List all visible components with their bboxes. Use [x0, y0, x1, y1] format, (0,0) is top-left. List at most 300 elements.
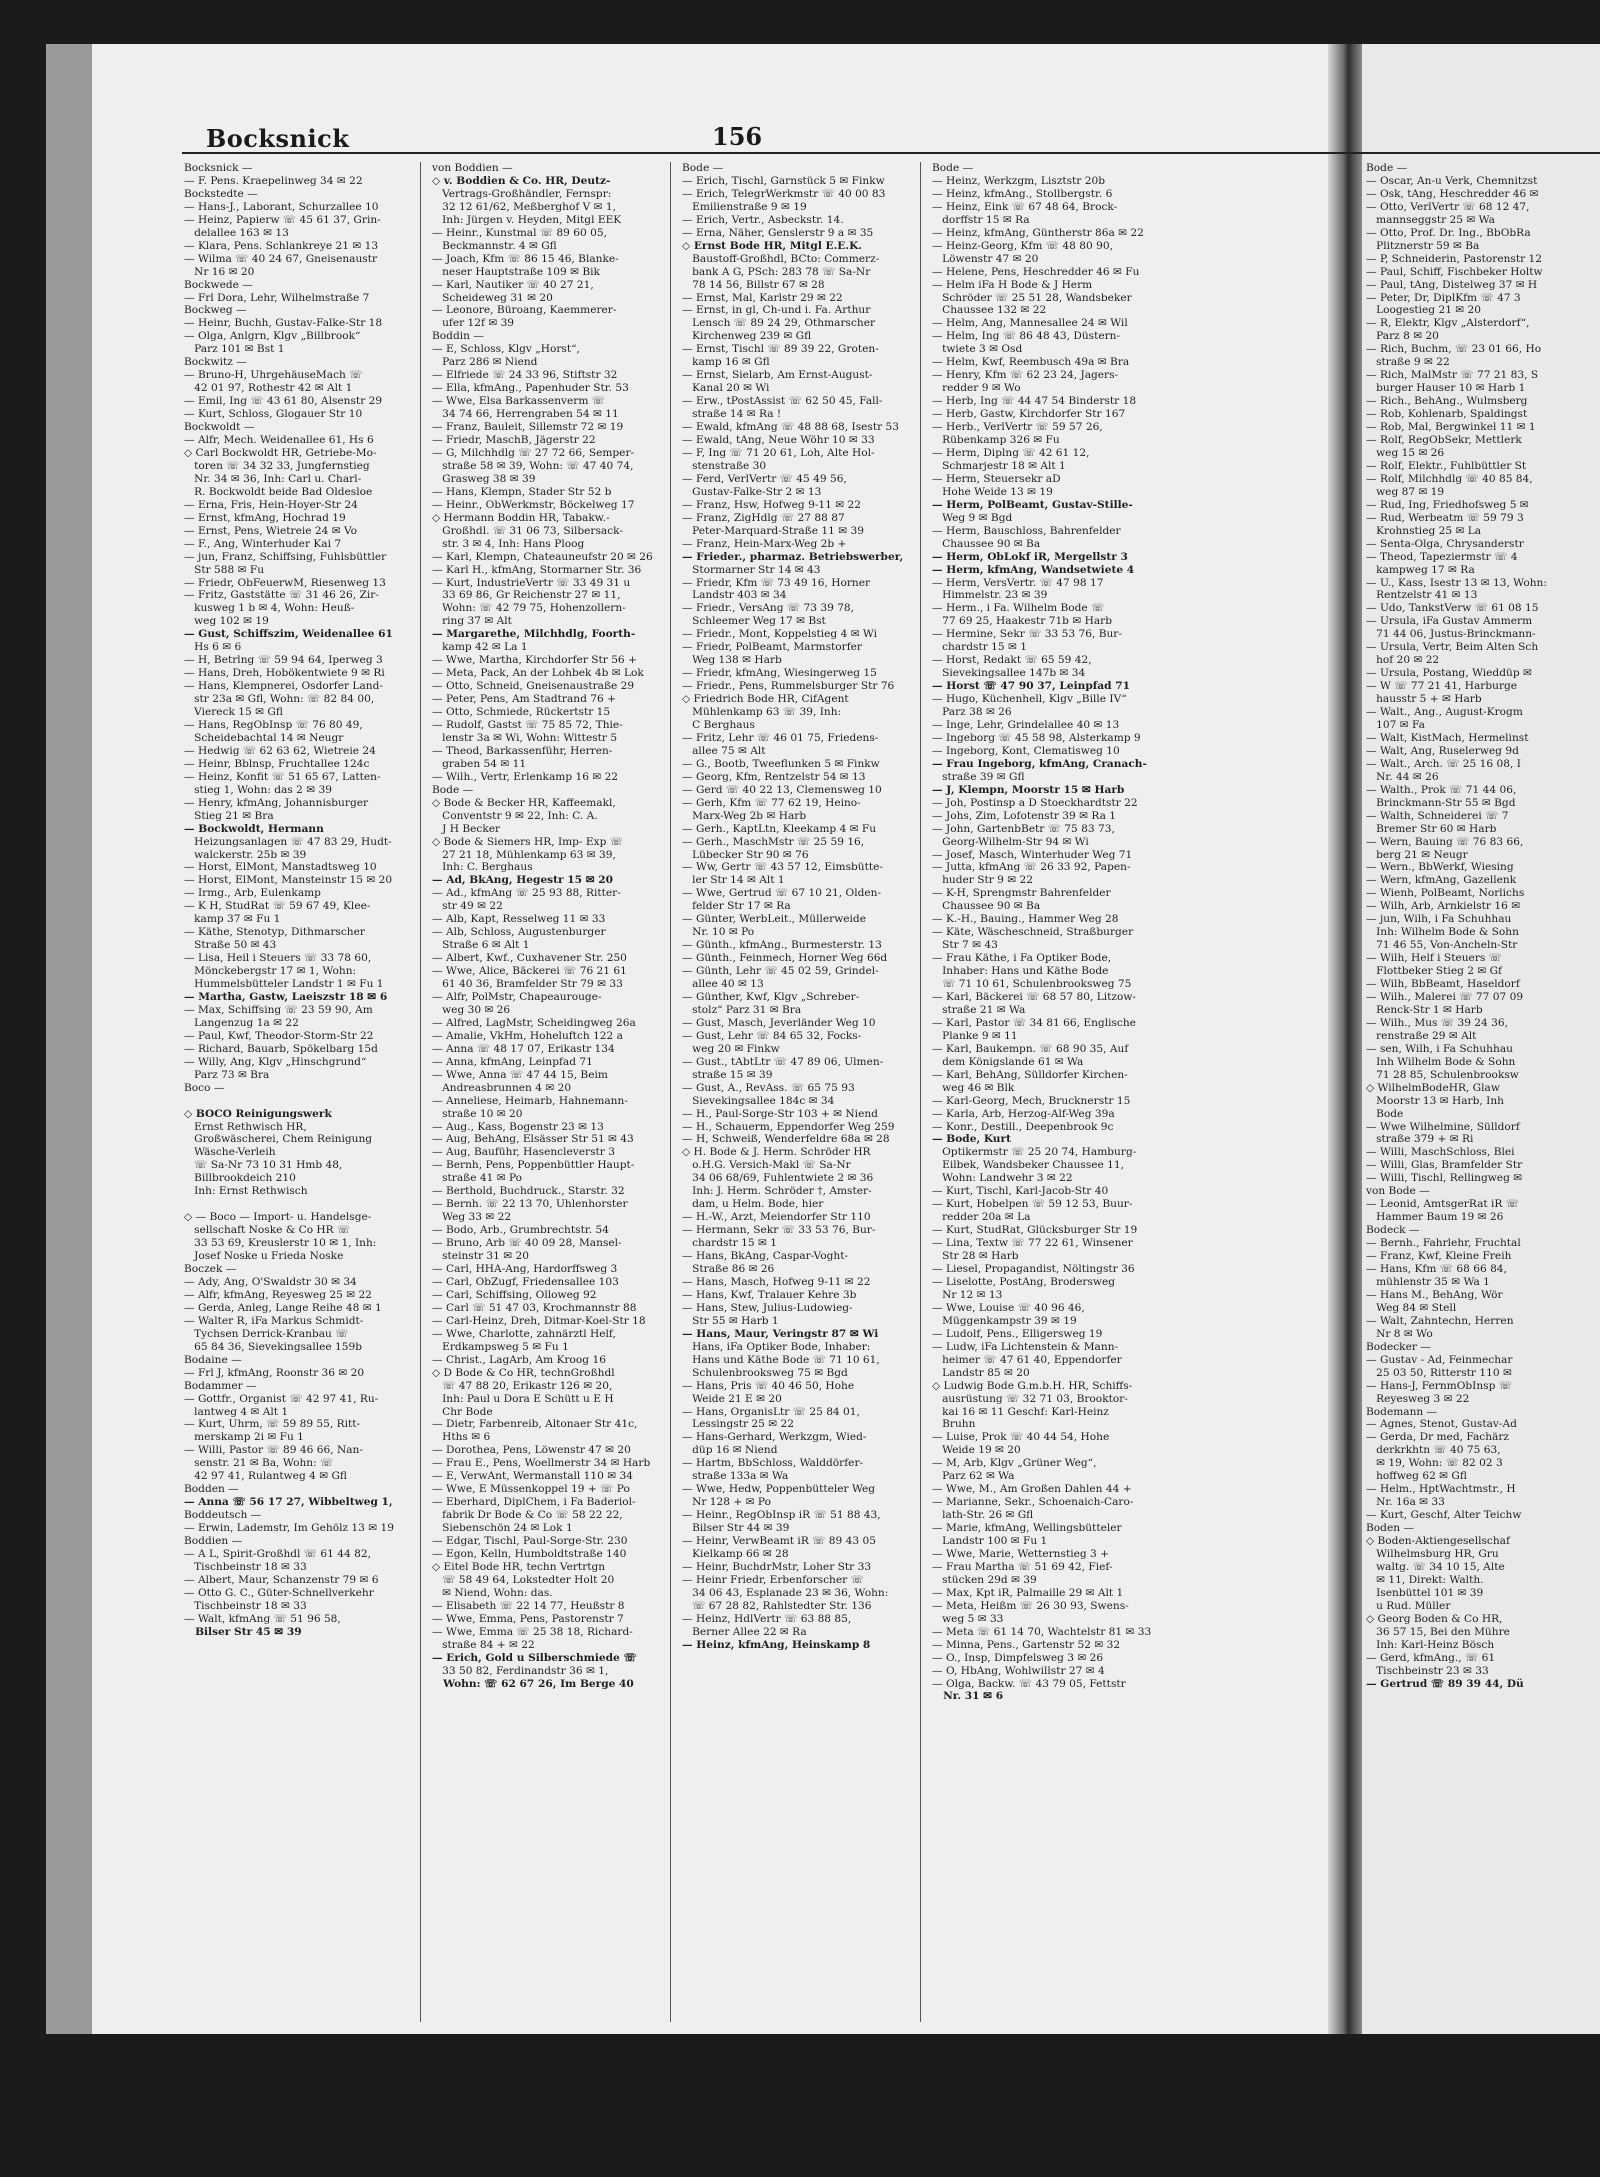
directory-entry-line: Billbrookdeich 210 — [184, 1172, 296, 1185]
column-divider — [420, 162, 421, 2022]
directory-entry-line: lath-Str. 26 ✉ Gfl — [932, 1509, 1034, 1522]
directory-entry-line: 42 01 97, Rothestr 42 ✉ Alt 1 — [184, 382, 353, 395]
directory-entry-line: Hans und Käthe Bode ☏ 71 10 61, — [682, 1353, 880, 1366]
directory-entry-line: — Horst, ElMont, Mansteinstr 15 ✉ 20 — [184, 874, 393, 887]
directory-entry-line: — Ernst, in gl, Ch-und i. Fa. Arthur — [682, 304, 871, 317]
directory-entry-line: — Otto, Schmiede, Rückertstr 15 — [432, 706, 611, 719]
directory-entry-line: Parz 62 ✉ Wa — [932, 1470, 1015, 1483]
directory-entry-line: — Peter, Pens, Am Stadtrand 76 + — [432, 693, 616, 706]
directory-entry-line: — Gottfr., Organist ☏ 42 97 41, Ru- — [184, 1392, 379, 1405]
directory-entry-line: — Wwe, Alice, Bäckerei ☏ 76 21 61 — [432, 965, 627, 978]
directory-entry-line: — Carl-Heinz, Dreh, Ditmar-Koel-Str 18 — [432, 1314, 646, 1327]
directory-entry-line: chardstr 15 ✉ 1 — [932, 641, 1027, 654]
directory-entry-line: Inh: Wilhelm Bode & Sohn — [1366, 926, 1519, 939]
directory-entry-line: — Wwe, Hedw, Poppenbütteler Weg — [682, 1483, 876, 1496]
directory-entry-line: — Erich, Tischl, Garnstück 5 ✉ Finkw — [682, 174, 885, 187]
directory-entry-line: — Berthold, Buchdruck., Starstr. 32 — [432, 1185, 625, 1198]
directory-entry-line: Scheidebachtal 14 ✉ Neugr — [184, 731, 344, 744]
scanned-page-spread — [46, 44, 1600, 2034]
directory-entry-line: Weide 21 E ✉ 20 — [682, 1392, 782, 1405]
directory-entry-line: ◇ Ernst Bode HR, Mitgl E.E.K. — [682, 239, 862, 252]
directory-entry-line: — K H, StudRat ☏ 59 67 49, Klee- — [184, 900, 371, 913]
directory-entry-line: — Hans, Maur, Veringstr 87 ✉ Wi — [682, 1327, 879, 1340]
directory-entry-line: 107 ✉ Fa — [1366, 718, 1425, 731]
directory-entry-line: straße 133a ✉ Wa — [682, 1470, 789, 1483]
directory-entry-line: — Helm., HptWachtmstr., H — [1366, 1483, 1516, 1496]
directory-entry-line: Parz 101 ✉ Bst 1 — [184, 343, 285, 356]
directory-entry-line: — Fritz, Gaststätte ☏ 31 46 26, Zir- — [184, 589, 379, 602]
directory-entry-line: — A L, Spirit-Großhdl ☏ 61 44 82, — [184, 1547, 371, 1560]
directory-entry-line: — Ursula, Postang, Wieddüp ✉ — [1366, 667, 1532, 680]
directory-entry-line: Straße 86 ✉ 26 — [682, 1263, 775, 1276]
directory-entry-line: — Rich., BehAng., Wulmsberg — [1366, 395, 1528, 408]
directory-entry-line: — Christ., LagArb, Am Kroog 16 — [432, 1353, 606, 1366]
directory-entry-line: — Ad., kfmAng ☏ 25 93 88, Ritter- — [432, 887, 621, 900]
directory-entry-line: Wohn: ☏ 62 67 26, Im Berge 40 — [432, 1677, 634, 1690]
directory-entry-line: ◇ D Bode & Co HR, technGroßhdl — [432, 1366, 615, 1379]
directory-entry-line: Chr Bode — [432, 1405, 493, 1418]
directory-entry-line: — Kurt, StudRat, Glücksburger Str 19 — [932, 1224, 1138, 1237]
directory-entry-line: Renck-Str 1 ✉ Harb — [1366, 1003, 1483, 1016]
directory-entry-line: — Franz, ZigHdlg ☏ 27 88 87 — [682, 511, 845, 524]
directory-entry-line: 33 50 82, Ferdinandstr 36 ✉ 1, — [432, 1664, 609, 1677]
directory-entry-line: straße 41 ✉ Po — [432, 1172, 523, 1185]
directory-entry-line: — Gustav - Ad, Feinmechar — [1366, 1353, 1513, 1366]
directory-entry-line: — Wienh, PolBeamt, Norlichs — [1366, 887, 1525, 900]
directory-entry-line: — Rich, MalMstr ☏ 77 21 83, S — [1366, 369, 1539, 382]
directory-entry-line: — Walth, Schneiderei ☏ 7 — [1366, 809, 1509, 822]
directory-entry-line: — Senta-Olga, Chrysanderstr — [1366, 537, 1524, 550]
facing-page-column — [1366, 162, 1600, 2022]
directory-entry-line: Parz 73 ✉ Bra — [184, 1068, 270, 1081]
directory-entry-line: — Herm, Diplng ☏ 42 61 12, — [932, 446, 1090, 459]
directory-entry-line: hausstr 5 + ✉ Harb — [1366, 693, 1482, 706]
directory-entry-line: — Rolf, Elektr., Fuhlbüttler St — [1366, 459, 1527, 472]
directory-entry-line: — Hans, Pris ☏ 40 46 50, Hohe — [682, 1379, 855, 1392]
directory-entry-line: — Ludw, iFa Lichtenstein & Mann- — [932, 1340, 1119, 1353]
directory-entry-line: — Herb, Ing ☏ 44 47 54 Binderstr 18 — [932, 395, 1137, 408]
directory-entry-line: — Hans-Gerhard, Werkzgm, Wied- — [682, 1431, 867, 1444]
directory-entry-line: — Ewald, kfmAng ☏ 48 88 68, Isestr 53 — [682, 421, 900, 434]
directory-entry-line: — Walter R, iFa Markus Schmidt- — [184, 1314, 364, 1327]
directory-entry-line: Wäsche-Verleih — [184, 1146, 276, 1159]
directory-entry-line: Chaussee 132 ✉ 22 — [932, 304, 1047, 317]
page-edge-shadow — [46, 44, 92, 2034]
directory-entry-line: — Wwe Wilhelmine, Sülldorf — [1366, 1120, 1520, 1133]
directory-entry-line: Bodden — — [184, 1483, 239, 1496]
directory-entry-line: — Wilh, BbBeamt, Haseldorf — [1366, 978, 1520, 991]
directory-entry-line: — Rud, Ing, Friedhofsweg 5 ✉ — [1366, 498, 1529, 511]
directory-entry-line: Str 28 ✉ Harb — [932, 1250, 1019, 1263]
directory-entry-line: kai 16 ✉ 11 Geschf: Karl-Heinz — [932, 1405, 1109, 1418]
directory-entry-line: — Walt, kfmAng ☏ 51 96 58, — [184, 1612, 341, 1625]
directory-entry-line: 71 28 85, Schulenbrooksw — [1366, 1068, 1519, 1081]
directory-entry-line: — Walth., Prok ☏ 71 44 06, — [1366, 783, 1517, 796]
directory-entry-line: — F, Ing ☏ 71 20 61, Loh, Alte Hol- — [682, 446, 875, 459]
directory-entry-line: — Hans, OrganisLtr ☏ 25 84 01, — [682, 1405, 860, 1418]
directory-entry-line: Grasweg 38 ✉ 39 — [432, 472, 536, 485]
directory-entry-line: Inh: Ernst Rethwisch — [184, 1185, 308, 1198]
directory-entry-line: — Erna, Näher, Genslerstr 9 a ✉ 35 — [682, 226, 874, 239]
directory-entry-line: Kielkamp 66 ✉ 28 — [682, 1547, 789, 1560]
directory-entry-line: Eilbek, Wandsbeker Chaussee 11, — [932, 1159, 1125, 1172]
directory-entry-line: — Walt, KistMach, Hermelinst — [1366, 731, 1529, 744]
directory-entry-line: Straße 50 ✉ 43 — [184, 939, 277, 952]
directory-entry-line: Großhdl. ☏ 31 06 73, Silbersack- — [432, 524, 623, 537]
directory-entry-line: — Peter, Dr, DiplKfm ☏ 47 3 — [1366, 291, 1521, 304]
directory-entry-line: — Gerh., MaschMstr ☏ 25 59 16, — [682, 835, 865, 848]
directory-entry-line: Straße 6 ✉ Alt 1 — [432, 939, 530, 952]
directory-entry-line: Rübenkamp 326 ✉ Fu — [932, 434, 1060, 447]
directory-entry-line: — Edgar, Tischl, Paul-Sorge-Str. 230 — [432, 1535, 628, 1548]
directory-entry-line: — Jutta, kfmAng ☏ 26 33 92, Papen- — [932, 861, 1131, 874]
directory-entry-line: Nr. 31 ✉ 6 — [932, 1690, 1004, 1703]
directory-entry-line: — Herm, ObLokf iR, Mergellstr 3 — [932, 550, 1128, 563]
column-divider — [920, 162, 921, 2022]
directory-entry-line: — Osk, tAng, Heschredder 46 ✉ — [1366, 187, 1539, 200]
running-head: Bocksnick — [206, 124, 350, 153]
directory-entry-line: — Franz, Hsw, Hofweg 9-11 ✉ 22 — [682, 498, 861, 511]
directory-entry-line: — Alb, Schloss, Augustenburger — [432, 926, 606, 939]
directory-entry-line: ◇ Bode & Becker HR, Kaffeemakl, — [432, 796, 616, 809]
directory-entry-line: ◇ Boden-Aktiengesellschaf — [1366, 1535, 1510, 1548]
directory-entry-line: — K.-H., Bauing., Hammer Weg 28 — [932, 913, 1119, 926]
directory-entry-line: — Rud, Werbeatm ☏ 59 79 3 — [1366, 511, 1524, 524]
directory-entry-line: — Henry, kfmAng, Johannisburger — [184, 796, 369, 809]
directory-entry-line — [184, 1095, 406, 1108]
directory-entry-line: — Agnes, Stenot, Gustav-Ad — [1366, 1418, 1517, 1431]
directory-entry-line: — Wwe, Emma, Pens, Pastorenstr 7 — [432, 1612, 624, 1625]
directory-entry-line: kamp 16 ✉ Gfl — [682, 356, 770, 369]
directory-entry-line: ☏ 58 49 64, Lokstedter Holt 20 — [432, 1573, 615, 1586]
directory-entry-line: — Herm, VersVertr. ☏ 47 98 17 — [932, 576, 1104, 589]
directory-entry-line: Bilser Str 44 ✉ 39 — [682, 1522, 790, 1535]
directory-entry-line: Heizungsanlagen ☏ 47 83 29, Hudt- — [184, 835, 392, 848]
directory-entry-line: — Helene, Pens, Heschredder 46 ✉ Fu — [932, 265, 1140, 278]
directory-entry-line: — Rob, Mal, Bergwinkel 11 ✉ 1 — [1366, 421, 1536, 434]
directory-entry-line: — Wilma ☏ 40 24 67, Gneisenaustr — [184, 252, 378, 265]
directory-entry-line: ◇ BOCO Reinigungswerk — [184, 1107, 332, 1120]
directory-entry-line: — Hans, Kwf, Tralauer Kehre 3b — [682, 1288, 857, 1301]
column-divider — [670, 162, 671, 2022]
directory-entry-line: weg 102 ✉ 19 — [184, 615, 269, 628]
directory-entry-line: lantweg 4 ✉ Alt 1 — [184, 1405, 289, 1418]
directory-entry-line: — Hans M., BehAng, Wör — [1366, 1288, 1503, 1301]
directory-entry-line: Parz 286 ✉ Niend — [432, 356, 538, 369]
directory-entry-line: — Walt., Ang., August-Krogm — [1366, 706, 1523, 719]
directory-entry-line: 71 46 55, Von-Ancheln-Str — [1366, 939, 1518, 952]
directory-entry-line: sellschaft Noske & Co HR ☏ — [184, 1224, 351, 1237]
directory-entry-line: — Gust., tAbtLtr ☏ 47 89 06, Ulmen- — [682, 1055, 884, 1068]
directory-entry-line: walckerstr. 25b ✉ 39 — [184, 848, 307, 861]
directory-entry-line: — Wwe, Martha, Kirchdorfer Str 56 + — [432, 654, 637, 667]
directory-entry-line: Str 55 ✉ Harb 1 — [682, 1314, 779, 1327]
directory-entry-line: — Leonore, Büroang, Kaemmerer- — [432, 304, 617, 317]
directory-entry-line: Hths ✉ 6 — [432, 1431, 491, 1444]
directory-entry-line: ufer 12f ✉ 39 — [432, 317, 515, 330]
directory-entry-line: — Günter, WerbLeit., Müllerweide — [682, 913, 866, 926]
directory-entry-line: bank A G, PSch: 283 78 ☏ Sa-Nr — [682, 265, 871, 278]
directory-entry-line: — Max, Schiffsing ☏ 23 59 90, Am — [184, 1003, 373, 1016]
directory-entry-line: — Karl, BehAng, Sülldorfer Kirchen- — [932, 1068, 1128, 1081]
directory-entry-line: — Inge, Lehr, Grindelallee 40 ✉ 13 — [932, 718, 1120, 731]
directory-entry-line: Hohe Weide 13 ✉ 19 — [932, 485, 1053, 498]
directory-entry-line: Moorstr 13 ✉ Harb, Inh — [1366, 1094, 1504, 1107]
directory-entry-line: ausrüstung ☏ 32 71 03, Brooktor- — [932, 1392, 1128, 1405]
directory-entry-line: — Meta ☏ 61 14 70, Wachtelstr 81 ✉ 33 — [932, 1625, 1152, 1638]
directory-entry-line: — Karl, Pastor ☏ 34 81 66, Englische — [932, 1016, 1136, 1029]
directory-entry-line: — Ww, Gertr ☏ 43 57 12, Eimsbütte- — [682, 861, 883, 874]
directory-entry-line: — Aug, BehAng, Elsässer Str 51 ✉ 43 — [432, 1133, 634, 1146]
directory-entry-line: — Gerda, Dr med, Fachärz — [1366, 1431, 1510, 1444]
directory-entry-line: — O., Insp, Dimpfelsweg 3 ✉ 26 — [932, 1651, 1104, 1664]
directory-entry-line: merskamp 2i ✉ Fu 1 — [184, 1431, 304, 1444]
directory-entry-line: — Heinz-Georg, Kfm ☏ 48 80 90, — [932, 239, 1113, 252]
directory-entry-line: fabrik Dr Bode & Co ☏ 58 22 22, — [432, 1509, 623, 1522]
directory-entry-line: Vertrags-Großhändler, Fernspr: — [432, 187, 612, 200]
directory-entry-line: Georg-Wilhelm-Str 94 ✉ Wi — [932, 835, 1089, 848]
directory-entry-line: — Heinz, Papierw ☏ 45 61 37, Grin- — [184, 213, 381, 226]
directory-entry-line: — Gertrud ☏ 89 39 44, Dü — [1366, 1677, 1524, 1690]
directory-entry-line: lenstr 3a ✉ Wi, Wohn: Wittestr 5 — [432, 731, 618, 744]
directory-entry-line: Bilser Str 45 ✉ 39 — [184, 1625, 302, 1638]
directory-entry-line: dorffstr 15 ✉ Ra — [932, 213, 1030, 226]
directory-entry-line: ler Str 14 ✉ Alt 1 — [682, 874, 785, 887]
directory-entry-line: — Wwe, Elsa Barkassenverm ☏ — [432, 395, 606, 408]
directory-entry-line: — Kurt, Schloss, Glogauer Str 10 — [184, 408, 363, 421]
directory-entry-line: — Richard, Bauarb, Spökelbarg 15d — [184, 1042, 378, 1055]
directory-entry-line: — Herm, kfmAng, Wandsetwiete 4 — [932, 563, 1135, 576]
directory-entry-line: — K-H, Sprengmstr Bahrenfelder — [932, 887, 1111, 900]
directory-entry-line: — Franz, Kwf, Kleine Freih — [1366, 1250, 1512, 1263]
directory-entry-line: — Marie, kfmAng, Wellingsbütteler — [932, 1522, 1122, 1535]
directory-entry-line: — Luise, Prok ☏ 40 44 54, Hohe — [932, 1431, 1110, 1444]
directory-entry-line: — Wilh., Mus ☏ 39 24 36, — [1366, 1016, 1508, 1029]
directory-entry-line: Peter-Marquard-Straße 11 ✉ 39 — [682, 524, 864, 537]
directory-entry-line: Tychsen Derrick-Kranbau ☏ — [184, 1327, 349, 1340]
directory-entry-line: — H.-W., Arzt, Meiendorfer Str 110 — [682, 1211, 871, 1224]
directory-entry-line: Isenbüttel 101 ✉ 39 — [1366, 1586, 1484, 1599]
directory-entry-line: 61 40 36, Bramfelder Str 79 ✉ 33 — [432, 978, 623, 991]
directory-entry-line: weg 5 ✉ 33 — [932, 1612, 1004, 1625]
directory-entry-line: renstraße 29 ✉ Alt — [1366, 1029, 1477, 1042]
directory-entry-line: — Hans-J, FernmObInsp ☏ — [1366, 1379, 1512, 1392]
directory-entry-line: — Bruno-H, UhrgehäuseMach ☏ — [184, 369, 363, 382]
directory-entry-line: — Kurt, Hobelpen ☏ 59 12 53, Buur- — [932, 1198, 1133, 1211]
directory-entry-line: Bruhn — [932, 1418, 976, 1431]
directory-entry-line: — Alb, Kapt, Resselweg 11 ✉ 33 — [432, 913, 606, 926]
directory-entry-line: — Konr., Destill., Deepenbrook 9c — [932, 1120, 1114, 1133]
directory-entry-line: — Wilh., Vertr, Erlenkamp 16 ✉ 22 — [432, 770, 619, 783]
directory-entry-line: Bodecker — — [1366, 1340, 1431, 1353]
directory-entry-line: — Josef, Masch, Winterhuder Weg 71 — [932, 848, 1133, 861]
directory-entry-line: o.H.G. Versich-Makl ☏ Sa-Nr — [682, 1159, 851, 1172]
directory-entry-line: Parz 8 ✉ 20 — [1366, 330, 1439, 343]
directory-entry-line: — Ursula, Vertr, Beim Alten Sch — [1366, 641, 1539, 654]
directory-entry-line: — Wwe, Louise ☏ 40 96 46, — [932, 1301, 1085, 1314]
directory-entry-line: — Ernst, kfmAng, Hochrad 19 — [184, 511, 346, 524]
directory-entry-line: — Bernh., Fahrlehr, Fruchtal — [1366, 1237, 1521, 1250]
directory-entry-line: — Hans, Masch, Hofweg 9-11 ✉ 22 — [682, 1275, 871, 1288]
directory-entry-line: Stieg 21 ✉ Bra — [184, 809, 274, 822]
directory-entry-line: — Friedr, kfmAng, Wiesingerweg 15 — [682, 667, 877, 680]
directory-entry-line: — Bernh. ☏ 22 13 70, Uhlenhorster — [432, 1198, 628, 1211]
directory-entry-line: — Ludolf, Pens., Elligersweg 19 — [932, 1327, 1103, 1340]
directory-entry-line: str 49 ✉ 22 — [432, 900, 503, 913]
directory-entry-line: — F., Ang, Winterhuder Kai 7 — [184, 537, 342, 550]
directory-entry-line: — Paul, tAng, Distelweg 37 ✉ H — [1366, 278, 1538, 291]
directory-entry-line: — Joh, Postinsp a D Stoeckhardtstr 22 — [932, 796, 1138, 809]
directory-entry-line: — Heinr., ObWerkmstr, Böckelweg 17 — [432, 498, 635, 511]
directory-entry-line: Brinckmann-Str 55 ✉ Bgd — [1366, 796, 1516, 809]
directory-entry-line: — Georg, Kfm, Rentzelstr 54 ✉ 13 — [682, 770, 866, 783]
directory-entry-line: ring 37 ✉ Alt — [432, 615, 512, 628]
directory-entry-line: — Hedwig ☏ 62 63 62, Wietreie 24 — [184, 744, 376, 757]
directory-entry-line: — Willi, Tischl, Rellingweg ✉ — [1366, 1172, 1523, 1185]
directory-entry-line: Conventstr 9 ✉ 22, Inh: C. A. — [432, 809, 598, 822]
directory-entry-line: — Klara, Pens. Schlankreye 21 ✉ 13 — [184, 239, 379, 252]
directory-entry-line: — Theod, Barkassenführ, Herren- — [432, 744, 613, 757]
directory-entry-line: Inhaber: Hans und Käthe Bode — [932, 965, 1109, 978]
directory-entry-line: — U., Kass, Isestr 13 ✉ 13, Wohn: — [1366, 576, 1547, 589]
directory-entry-line: Schulenbrooksweg 75 ✉ Bgd — [682, 1366, 848, 1379]
directory-entry-line: — jun, Franz, Schiffsing, Fuhlsbüttler — [184, 550, 387, 563]
directory-entry-line: — Ingeborg ☏ 45 58 98, Alsterkamp 9 — [932, 731, 1141, 744]
directory-entry-line: kamp 42 ✉ La 1 — [432, 641, 528, 654]
directory-entry-line: — Hermine, Sekr ☏ 33 53 76, Bur- — [932, 628, 1122, 641]
directory-entry-line: Hummelsbütteler Landstr 1 ✉ Fu 1 — [184, 978, 384, 991]
directory-entry-line: ◇ — Boco — Import- u. Handelsge- — [184, 1211, 372, 1224]
directory-entry-line: — Alfred, LagMstr, Scheidingweg 26a — [432, 1016, 636, 1029]
directory-entry-line: kamp 37 ✉ Fu 1 — [184, 913, 281, 926]
directory-entry-line: steinstr 31 ✉ 20 — [432, 1250, 529, 1263]
directory-entry-line: 34 74 66, Herrengraben 54 ✉ 11 — [432, 408, 619, 421]
directory-entry-line: — Wwe, Gertrud ☏ 67 10 21, Olden- — [682, 887, 882, 900]
directory-entry-line: — Karl, Nautiker ☏ 40 27 21, — [432, 278, 594, 291]
directory-entry-line: — Heinr, Buchh, Gustav-Falke-Str 18 — [184, 317, 383, 330]
directory-entry-line: — Egon, Kelln, Humboldtstraße 140 — [432, 1547, 627, 1560]
directory-entry-line: Bode — — [1366, 162, 1408, 174]
directory-entry-line: — Frau Käthe, i Fa Optiker Bode, — [932, 952, 1112, 965]
directory-entry-line: — Heinr., Kunstmal ☏ 89 60 05, — [432, 226, 607, 239]
directory-entry-line: — H, Schweiß, Wenderfeldre 68a ✉ 28 — [682, 1133, 890, 1146]
directory-entry-line: — Margarethe, Milchhdlg, Foorth- — [432, 628, 636, 641]
directory-entry-line: Inh: Karl-Heinz Bösch — [1366, 1638, 1495, 1651]
directory-entry-line: twiete 3 ✉ Osd — [932, 343, 1023, 356]
directory-entry-line: — Günth., kfmAng., Burmesterstr. 13 — [682, 939, 882, 952]
directory-entry-line: — Wern, kfmAng, Gazellenk — [1366, 874, 1517, 887]
directory-entry-line: Inh: J. Herm. Schröder †, Amster- — [682, 1185, 872, 1198]
directory-entry-line: — Willy, Ang, Klgv „Hinschgrund“ — [184, 1055, 367, 1068]
directory-entry-line: Landstr 100 ✉ Fu 1 — [932, 1535, 1048, 1548]
directory-entry-line: — Gerda, Anleg, Lange Reihe 48 ✉ 1 — [184, 1301, 382, 1314]
directory-entry-line: 32 12 61/62, Meßberghof V ✉ 1, — [432, 200, 617, 213]
directory-entry-line: — Wwe, Anna ☏ 47 44 15, Beim — [432, 1068, 608, 1081]
directory-entry-line: — Anneliese, Heimarb, Hahnemann- — [432, 1094, 628, 1107]
directory-entry-line: straße 15 ✉ 39 — [682, 1068, 773, 1081]
directory-entry-line: Weg 9 ✉ Bgd — [932, 511, 1013, 524]
directory-entry-line: — Willi, MaschSchloss, Blei — [1366, 1146, 1515, 1159]
directory-entry-line: — Horst, ElMont, Manstadtsweg 10 — [184, 861, 377, 874]
directory-entry-line: — Walt., Arch. ☏ 25 16 08, I — [1366, 757, 1521, 770]
directory-entry-line: — Anna ☏ 48 17 07, Erikastr 134 — [432, 1042, 615, 1055]
directory-entry-line: 42 97 41, Rulantweg 4 ✉ Gfl — [184, 1470, 347, 1483]
directory-entry-line: — Olga, Anlgrn, Klgv „Billbrook“ — [184, 330, 361, 343]
directory-entry-line: huder Str 9 ✉ 22 — [932, 874, 1034, 887]
directory-entry-line: Mühlenkamp 63 ☏ 39, Inh: — [682, 706, 842, 719]
directory-entry-line: Boddeutsch — — [184, 1509, 262, 1522]
directory-entry-line: — Walt, Zahntechn, Herren — [1366, 1314, 1514, 1327]
directory-entry-line: Baustoff-Großhdl, BCto: Commerz- — [682, 252, 880, 265]
directory-entry-line: — Herb, Gastw, Kirchdorfer Str 167 — [932, 408, 1126, 421]
directory-entry-line: — Carl, Schiffsing, Olloweg 92 — [432, 1288, 597, 1301]
directory-entry-line: — Heinr Friedr, Erbenforscher ☏ — [682, 1573, 864, 1586]
directory-entry-line: Bodammer — — [184, 1379, 257, 1392]
directory-entry-line: Tischbeinstr 23 ✉ 33 — [1366, 1664, 1489, 1677]
directory-entry-line: — Dietr, Farbenreib, Altonaer Str 41c, — [432, 1418, 638, 1431]
directory-entry-line: — Heinz, Konfit ☏ 51 65 67, Latten- — [184, 770, 381, 783]
directory-entry-line: — Heinz, kfmAng, Heinskamp 8 — [682, 1638, 871, 1651]
directory-entry-line: — Hans, RegObInsp ☏ 76 80 49, — [184, 718, 363, 731]
directory-entry-line: — Willi, Glas, Bramfelder Str — [1366, 1159, 1523, 1172]
directory-entry-line: Bockwede — — [184, 278, 253, 291]
directory-entry-line: — Ferd, VerlVertr ☏ 45 49 56, — [682, 472, 847, 485]
directory-entry-line: — Alfr, PolMstr, Chapeaurouge- — [432, 991, 602, 1003]
directory-entry-line: — E, Schloss, Klgv „Horst“, — [432, 343, 580, 356]
directory-entry-line: — Carl ☏ 51 47 03, Krochmannstr 88 — [432, 1301, 637, 1314]
directory-entry-line: delallee 163 ✉ 13 — [184, 226, 289, 239]
directory-entry-line: burger Hauser 10 ✉ Harb 1 — [1366, 382, 1526, 395]
directory-entry-line: 27 21 18, Mühlenkamp 63 ✉ 39, — [432, 848, 616, 861]
directory-entry-line: — Liesel, Propagandist, Nöltingstr 36 — [932, 1263, 1135, 1276]
directory-entry-line: — Rolf, Milchhdlg ☏ 40 85 84, — [1366, 472, 1533, 485]
directory-entry-line: — Theod, Tapeziermstr ☏ 4 — [1366, 550, 1518, 563]
directory-entry-line: — Ady, Ang, O'Swaldstr 30 ✉ 34 — [184, 1275, 357, 1288]
directory-entry-line: Plitznerstr 59 ✉ Ba — [1366, 239, 1480, 252]
directory-entry-line: u Rud. Müller — [1366, 1599, 1451, 1612]
directory-entry-line: ✉ Niend, Wohn: das. — [432, 1586, 553, 1599]
directory-entry-line: Wilhelmsburg HR, Gru — [1366, 1547, 1499, 1560]
directory-entry-line: — Herm, Bauschloss, Bahrenfelder — [932, 524, 1121, 537]
directory-entry-line: — E, VerwAnt, Wermanstall 110 ✉ 34 — [432, 1470, 633, 1483]
directory-entry-line: ◇ Bode & Siemers HR, Imp- Exp ☏ — [432, 835, 624, 848]
directory-entry-line: — Aug., Kass, Bogenstr 23 ✉ 13 — [432, 1120, 604, 1133]
directory-entry-line: Bodaine — — [184, 1353, 242, 1366]
book-gutter — [1328, 44, 1362, 2034]
directory-entry-line: — Karl, Baukempn. ☏ 68 90 35, Auf — [932, 1042, 1129, 1055]
directory-entry-line: — Udo, TankstVerw ☏ 61 08 15 — [1366, 602, 1539, 615]
directory-entry-line: Berner Allee 22 ✉ Ra — [682, 1625, 807, 1638]
directory-entry-line: Schleemer Weg 17 ✉ Bst — [682, 615, 826, 628]
directory-entry-line: — Günth., Feinmech, Horner Weg 66d — [682, 952, 888, 965]
directory-entry-line: — Rudolf, Gastst ☏ 75 85 72, Thie- — [432, 718, 623, 731]
directory-entry-line: — Anna, kfmAng, Leinpfad 71 — [432, 1055, 593, 1068]
directory-entry-line: — Hans, Kfm ☏ 68 66 84, — [1366, 1263, 1507, 1276]
directory-entry-line: Andreasbrunnen 4 ✉ 20 — [432, 1081, 572, 1094]
directory-entry-line: ✉ 11, Direkt: Walth. — [1366, 1573, 1484, 1586]
directory-entry-line: straße 21 ✉ Wa — [932, 1003, 1026, 1016]
directory-entry-line: ◇ v. Boddien & Co. HR, Deutz- — [432, 174, 611, 187]
directory-entry-line: redder 9 ✉ Wo — [932, 382, 1021, 395]
directory-entry-line: von Boddien — — [432, 162, 513, 174]
directory-entry-line: kusweg 1 b ✉ 4, Wohn: Heuß- — [184, 602, 355, 615]
directory-entry-line: 71 44 06, Justus-Brinckmann- — [1366, 628, 1536, 641]
directory-entry-line: Lübecker Str 90 ✉ 76 — [682, 848, 809, 861]
directory-entry-line: — Ewald, tAng, Neue Wöhr 10 ✉ 33 — [682, 434, 875, 447]
directory-entry-line: — Irmg., Arb, Eulenkamp — [184, 887, 321, 900]
directory-entry-line: Loogestieg 21 ✉ 20 — [1366, 304, 1482, 317]
directory-entry-line: Bode — — [932, 162, 974, 174]
